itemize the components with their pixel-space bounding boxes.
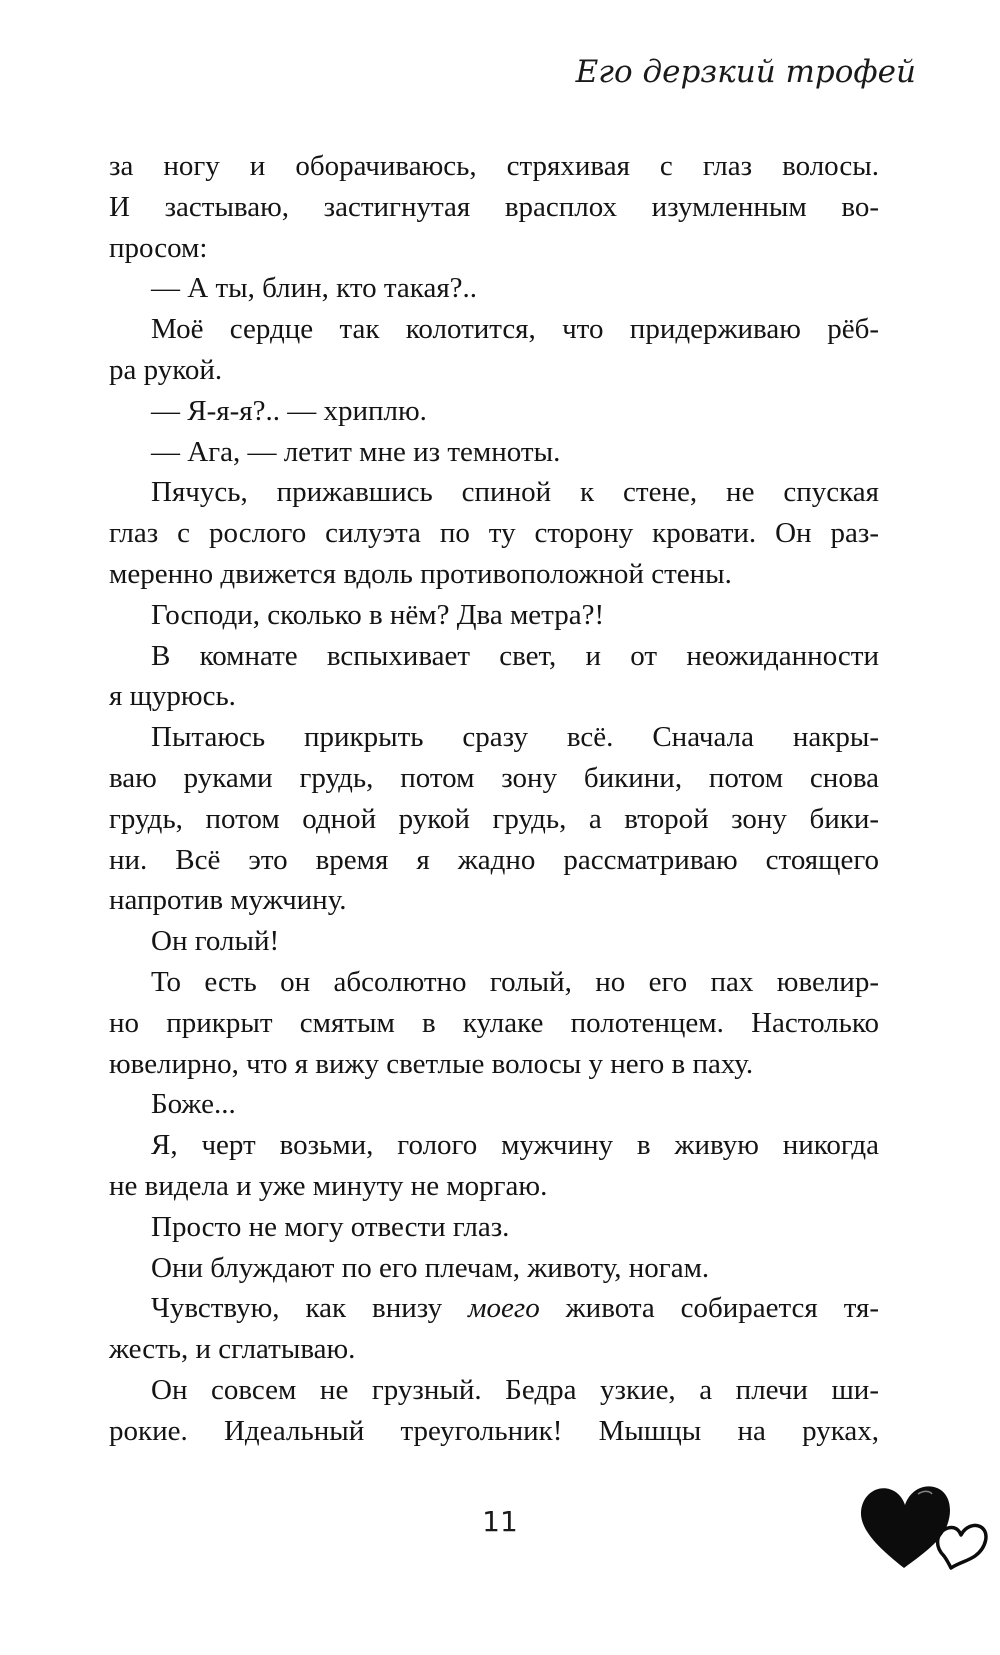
text-line: Господи, сколько в нём? Два метра?!: [151, 598, 605, 631]
text-line: — А ты, блин, кто такая?..: [151, 272, 478, 305]
text-line: ваю руками грудь, потом зону бикини, потом снова: [109, 761, 879, 794]
outline-heart-icon: [938, 1525, 986, 1568]
text-line: напротив мужчину.: [109, 884, 347, 917]
text-line: В комнате вспыхивает свет, и от неожиданности: [151, 639, 879, 672]
text-line: Пытаюсь прикрыть сразу всё. Сначала накры-: [151, 721, 879, 754]
text-line: ра рукой.: [109, 353, 223, 386]
text-line: ювелирно, что я вижу светлые волосы у него в паху.: [109, 1047, 754, 1080]
text-line: жесть, и сглатываю.: [109, 1333, 356, 1366]
text-line: То есть он абсолютно голый, но его пах ювелир-: [151, 965, 879, 998]
text-line: Я, черт возьми, голого мужчину в живую никогда: [151, 1129, 879, 1162]
emphasis-word: моего: [468, 1292, 540, 1325]
text-line: за ногу и оборачиваюсь, стряхивая с глаз волосы.: [109, 150, 879, 182]
text-line: Моё сердце так колотится, что придерживаю рёб-: [151, 313, 879, 346]
text-line: Они блуждают по его плечам, животу, ногам.: [151, 1251, 710, 1284]
text-line-with-emphasis: Чувствую, как внизу моего живота собирается тя-: [151, 1292, 879, 1325]
text-line: рокие. Идеальный треугольник! Мышцы на руках,: [109, 1414, 879, 1447]
text-line: просом:: [109, 231, 208, 264]
page-number: 11: [482, 1505, 518, 1538]
text-line: Просто не могу отвести глаз.: [151, 1210, 510, 1243]
text-line: — Я-я-я?.. — хриплю.: [151, 394, 427, 427]
text-line: грудь, потом одной рукой грудь, а второй зону бики-: [109, 802, 879, 835]
running-header: Его дерзкий трофей: [575, 54, 916, 90]
text-line: я щурюсь.: [109, 680, 236, 713]
filled-heart-icon: [861, 1486, 950, 1568]
text-line: — Ага, — летит мне из темноты.: [151, 435, 561, 468]
text-line: Боже...: [151, 1088, 236, 1121]
text-line: глаз с рослого силуэта по ту сторону кровати. Он раз-: [109, 517, 879, 550]
text-line: Он голый!: [151, 925, 280, 958]
text-line: Он совсем не грузный. Бедра узкие, а плечи ши-: [151, 1373, 879, 1406]
hearts-ornament-icon: [858, 1480, 990, 1572]
body-text: [109, 146, 879, 1452]
text-line: Пячусь, прижавшись спиной к стене, не спуская: [151, 476, 879, 509]
text-line: ни. Всё это время я жадно рассматриваю стоящего: [109, 843, 879, 876]
text-line: меренно движется вдоль противоположной стены.: [109, 557, 732, 590]
text-line: но прикрыт смятым в кулаке полотенцем. Настолько: [109, 1006, 879, 1039]
text-line: не видела и уже минуту не моргаю.: [109, 1169, 548, 1202]
text-line: И застываю, застигнутая врасплох изумленным во-: [109, 190, 879, 223]
